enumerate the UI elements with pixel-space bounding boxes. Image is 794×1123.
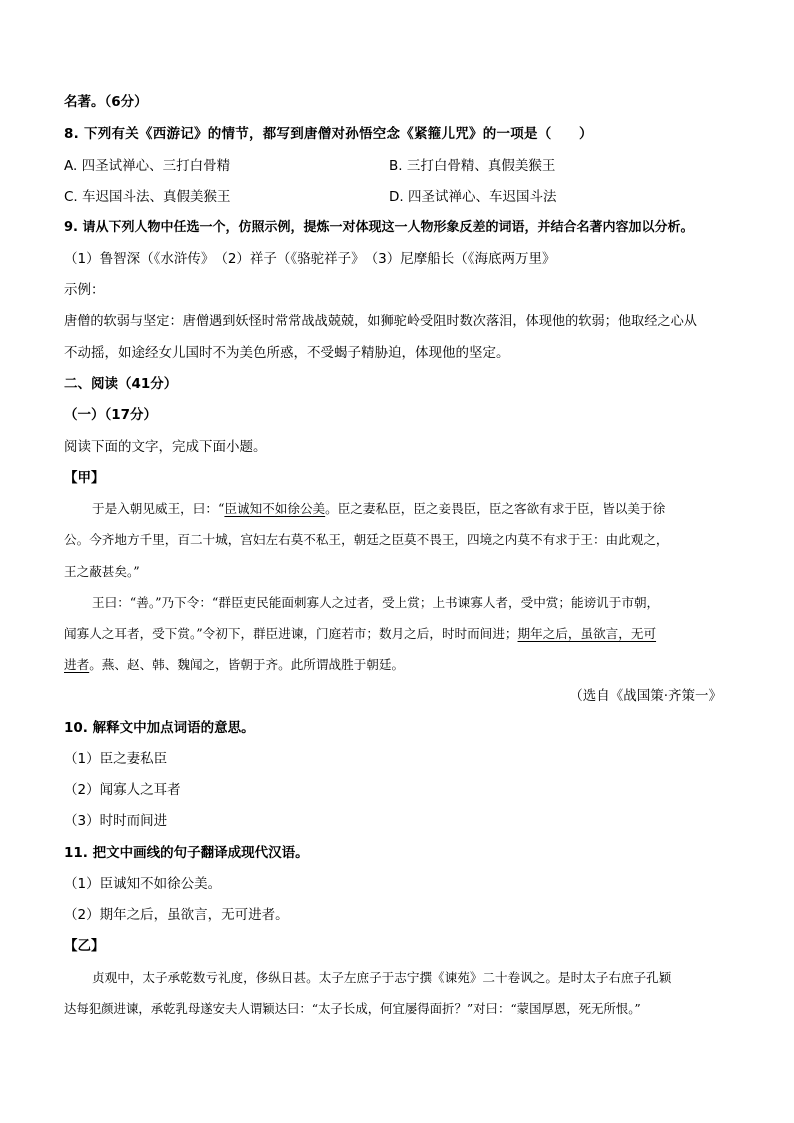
underlined-sentence-1: 臣诚知不如徐公美 [224,501,326,516]
question-8-option-b: B. 三打白骨精、真假美猴王 [389,158,556,174]
passage-jia-line-1-start: 于是入朝见威王，曰：“ [92,501,225,516]
section-heading-mingzhu: 名著。（6分） [64,94,148,110]
section-heading-reading: 二、阅读（41分） [64,376,178,392]
question-8-option-d: D. 四圣试禅心、车迟国斗法 [389,189,557,205]
subsection-heading-1: （一）（17分） [64,407,158,423]
passage-jia-line-4: 王曰：“善。”乃下令：“群臣吏民能面刺寡人之过者，受上赏；上书谏寡人者，受中赏；能谤讥于市朝， [92,595,660,610]
question-11-stem: 11. 把文中画线的句子翻译成现代汉语。 [64,845,309,861]
underlined-sentence-2-part-2: 进者 [64,657,90,672]
passage-jia-line-2: 公。今齐地方千里，百二十城，宫妇左右莫不私王，朝廷之臣莫不畏王，四境之内莫不有求于王：由此观之， [64,532,669,547]
underlined-sentence-2-part-1: 期年之后，虽欲言，无可 [517,626,657,641]
passage-jia-label: 【甲】 [64,470,105,486]
question-8-option-c: C. 车迟国斗法、真假美猴王 [64,189,231,205]
passage-yi-line-2: 达每犯颜进谏，承乾乳母遂安夫人谓颖达曰：“太子长成，何宜屡得面折？”对曰：“蒙国厚恩，死无所恨。” [64,1001,641,1016]
passage-yi-line-1: 贞观中，太子承乾数亏礼度，侈纵日甚。太子左庶子于志宁撰《谏苑》二十卷讽之。是时太子右庶子孔颖 [92,970,672,985]
passage-jia-line-6 [64,655,404,675]
question-10-item-3: （3）时时而间进 [64,813,168,829]
question-8-stem: 8. 下列有关《西游记》的情节，都写到唐僧对孙悟空念《紧箍儿咒》的一项是（ ） [64,126,593,142]
passage-jia-source: （选自《战国策·齐策一》 [569,688,722,704]
question-9-choices: （1）鲁智深（《水浒传》 （2）祥子（《骆驼祥子》 （3）尼摩船长（《海底两万里》 [64,251,556,267]
passage-jia-line-1-end: 。臣之妻私臣，臣之妾畏臣，臣之客欲有求于臣，皆以美于徐 [325,501,666,516]
question-11-item-2: （2）期年之后，虽欲言，无可进者。 [64,907,289,923]
question-9-stem: 9. 请从下列人物中任选一个，仿照示例，提炼一对体现这一人物形象反差的词语，并结合名著内容加以分析。 [64,220,694,235]
passage-jia-line-5-start: 闻寡人之耳者，受下赏。”令初下，群臣进谏，门庭若市；数月之后，时时而间进； [64,626,518,641]
reading-instruction: 阅读下面的文字，完成下面小题。 [64,439,267,455]
question-9-example-line-1: 唐僧的软弱与坚定：唐僧遇到妖怪时常常战战兢兢，如狮驼岭受阻时数次落泪，体现他的软弱；他取经之心从 [64,314,697,329]
question-8-option-a: A. 四圣试禅心、三打白骨精 [64,158,231,174]
question-10-item-1: （1）臣之妻私臣 [64,751,168,767]
question-10-item-2: （2）闻寡人之耳者 [64,782,181,798]
question-11-item-1: （1）臣诚知不如徐公美。 [64,876,222,892]
question-10-stem: 10. 解释文中加点词语的意思。 [64,720,255,736]
passage-jia-line-3: 王之蔽甚矣。” [64,564,140,579]
passage-jia-line-6-end: 。燕、赵、韩、魏闻之，皆朝于齐。此所谓战胜于朝廷。 [89,657,405,672]
question-9-example-label: 示例： [64,282,105,298]
passage-jia-line-5 [64,624,656,644]
question-9-example-line-2: 不动摇，如途经女儿国时不为美色所惑，不受蝎子精胁迫，体现他的坚定。 [64,345,510,361]
passage-jia-line-1 [92,499,665,519]
passage-yi-label: 【乙】 [64,938,105,954]
